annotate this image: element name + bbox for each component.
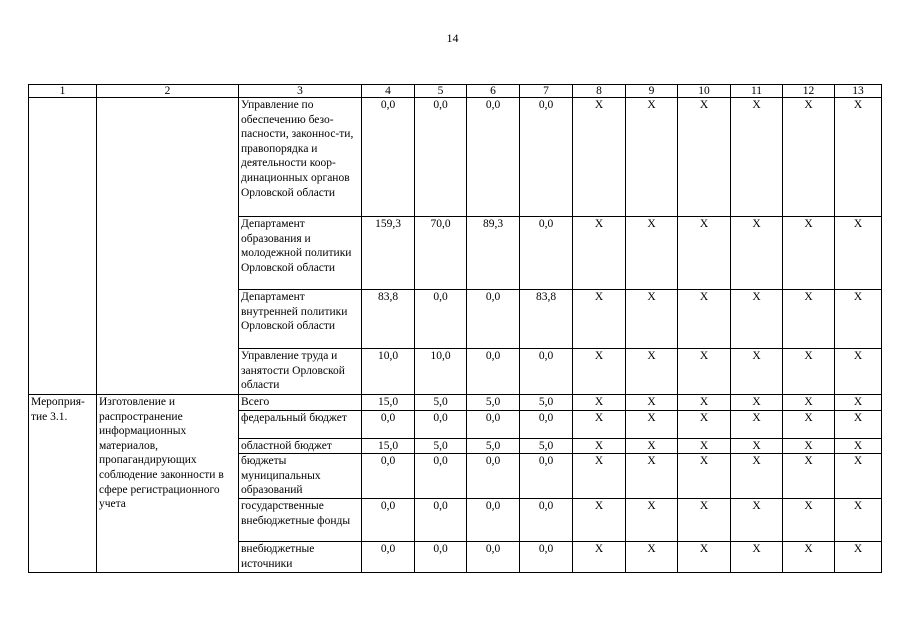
value-cell: 0,0 (467, 454, 520, 499)
x-mark-cell: Х (626, 410, 678, 438)
funding-source-label: государственные внебюджетные фонды (239, 498, 362, 541)
x-mark-cell: Х (678, 98, 731, 217)
x-mark-cell: Х (626, 541, 678, 572)
funding-source-label: областной бюджет (239, 438, 362, 454)
value-cell: 10,0 (415, 349, 467, 395)
x-mark-cell: Х (783, 541, 835, 572)
column-number-header: 4 (362, 85, 415, 98)
x-mark-cell: Х (573, 498, 626, 541)
x-mark-cell: Х (731, 541, 783, 572)
value-cell: 0,0 (362, 541, 415, 572)
funding-table (28, 84, 882, 573)
x-mark-cell: Х (573, 217, 626, 290)
x-mark-cell: Х (678, 541, 731, 572)
x-mark-cell: Х (678, 454, 731, 499)
value-cell: 5,0 (520, 395, 573, 411)
value-cell: 0,0 (415, 98, 467, 217)
x-mark-cell: Х (731, 349, 783, 395)
x-mark-cell: Х (731, 395, 783, 411)
value-cell: 0,0 (467, 541, 520, 572)
funding-source-label: внебюджетные источники (239, 541, 362, 572)
value-cell: 0,0 (415, 410, 467, 438)
column-number-header: 5 (415, 85, 467, 98)
value-cell: 0,0 (520, 454, 573, 499)
value-cell: 0,0 (415, 498, 467, 541)
table-row (29, 395, 882, 411)
x-mark-cell: Х (783, 349, 835, 395)
empty-name-cell (97, 98, 239, 395)
column-number-header: 10 (678, 85, 731, 98)
value-cell: 5,0 (467, 395, 520, 411)
x-mark-cell: Х (573, 98, 626, 217)
x-mark-cell: Х (783, 498, 835, 541)
value-cell: 89,3 (467, 217, 520, 290)
x-mark-cell: Х (573, 541, 626, 572)
x-mark-cell: Х (573, 349, 626, 395)
x-mark-cell: Х (573, 410, 626, 438)
x-mark-cell: Х (626, 498, 678, 541)
value-cell: 5,0 (415, 438, 467, 454)
x-mark-cell: Х (573, 395, 626, 411)
x-mark-cell: Х (573, 438, 626, 454)
x-mark-cell: Х (678, 349, 731, 395)
value-cell: 0,0 (520, 541, 573, 572)
x-mark-cell: Х (626, 217, 678, 290)
measure-code: Мероприя-тие 3.1. (29, 395, 97, 573)
measure-name: Изготовление и распространение информационных материалов, пропагандирующих соблюдение законности в сфере регистрационного учета (97, 395, 239, 573)
column-number-header: 13 (835, 85, 882, 98)
x-mark-cell: Х (626, 98, 678, 217)
value-cell: 10,0 (362, 349, 415, 395)
column-number-header: 9 (626, 85, 678, 98)
x-mark-cell: Х (835, 349, 882, 395)
x-mark-cell: Х (626, 395, 678, 411)
value-cell: 0,0 (467, 349, 520, 395)
value-cell: 15,0 (362, 395, 415, 411)
column-number-header: 1 (29, 85, 97, 98)
column-number-header: 3 (239, 85, 362, 98)
x-mark-cell: Х (783, 454, 835, 499)
value-cell: 0,0 (467, 498, 520, 541)
value-cell: 0,0 (362, 454, 415, 499)
column-number-header: 7 (520, 85, 573, 98)
x-mark-cell: Х (731, 98, 783, 217)
value-cell: 0,0 (520, 217, 573, 290)
value-cell: 0,0 (520, 498, 573, 541)
x-mark-cell: Х (731, 290, 783, 349)
x-mark-cell: Х (626, 349, 678, 395)
x-mark-cell: Х (678, 395, 731, 411)
x-mark-cell: Х (731, 438, 783, 454)
value-cell: 15,0 (362, 438, 415, 454)
x-mark-cell: Х (573, 290, 626, 349)
value-cell: 0,0 (415, 541, 467, 572)
x-mark-cell: Х (678, 290, 731, 349)
x-mark-cell: Х (626, 454, 678, 499)
x-mark-cell: Х (731, 498, 783, 541)
x-mark-cell: Х (783, 395, 835, 411)
x-mark-cell: Х (731, 217, 783, 290)
x-mark-cell: Х (678, 217, 731, 290)
value-cell: 0,0 (467, 410, 520, 438)
value-cell: 83,8 (362, 290, 415, 349)
value-cell: 5,0 (467, 438, 520, 454)
column-number-header: 2 (97, 85, 239, 98)
executor-label: Департамент образования и молодежной политики Орловской области (239, 217, 362, 290)
x-mark-cell: Х (835, 98, 882, 217)
x-mark-cell: Х (835, 438, 882, 454)
funding-source-label: Всего (239, 395, 362, 411)
x-mark-cell: Х (731, 454, 783, 499)
x-mark-cell: Х (783, 98, 835, 217)
value-cell: 0,0 (415, 454, 467, 499)
x-mark-cell: Х (678, 410, 731, 438)
column-number-header: 6 (467, 85, 520, 98)
x-mark-cell: Х (835, 410, 882, 438)
value-cell: 0,0 (362, 410, 415, 438)
x-mark-cell: Х (731, 410, 783, 438)
empty-code-cell (29, 98, 97, 395)
x-mark-cell: Х (835, 395, 882, 411)
column-number-header: 8 (573, 85, 626, 98)
x-mark-cell: Х (678, 438, 731, 454)
executor-label: Управление по обеспечению безо-пасности, законнос-ти, правопорядка и деятельности коор-динационных органов Орловской области (239, 98, 362, 217)
x-mark-cell: Х (573, 454, 626, 499)
value-cell: 83,8 (520, 290, 573, 349)
x-mark-cell: Х (835, 498, 882, 541)
funding-source-label: федеральный бюджет (239, 410, 362, 438)
x-mark-cell: Х (783, 217, 835, 290)
x-mark-cell: Х (626, 438, 678, 454)
column-number-header: 11 (731, 85, 783, 98)
value-cell: 0,0 (467, 290, 520, 349)
x-mark-cell: Х (783, 410, 835, 438)
column-number-header: 12 (783, 85, 835, 98)
x-mark-cell: Х (626, 290, 678, 349)
value-cell: 0,0 (520, 98, 573, 217)
value-cell: 0,0 (415, 290, 467, 349)
page-number: 14 (446, 31, 459, 45)
value-cell: 0,0 (362, 498, 415, 541)
value-cell: 0,0 (362, 98, 415, 217)
value-cell: 0,0 (467, 98, 520, 217)
x-mark-cell: Х (678, 498, 731, 541)
executor-label: Департамент внутренней политики Орловской области (239, 290, 362, 349)
value-cell: 70,0 (415, 217, 467, 290)
funding-source-label: бюджеты муниципальных образований (239, 454, 362, 499)
value-cell: 159,3 (362, 217, 415, 290)
executor-label: Управление труда и занятости Орловской области (239, 349, 362, 395)
x-mark-cell: Х (835, 290, 882, 349)
x-mark-cell: Х (783, 290, 835, 349)
x-mark-cell: Х (835, 454, 882, 499)
value-cell: 5,0 (520, 438, 573, 454)
x-mark-cell: Х (835, 217, 882, 290)
value-cell: 0,0 (520, 410, 573, 438)
value-cell: 0,0 (520, 349, 573, 395)
column-number-row (29, 85, 882, 98)
x-mark-cell: Х (783, 438, 835, 454)
value-cell: 5,0 (415, 395, 467, 411)
table-row (29, 98, 882, 217)
x-mark-cell: Х (835, 541, 882, 572)
